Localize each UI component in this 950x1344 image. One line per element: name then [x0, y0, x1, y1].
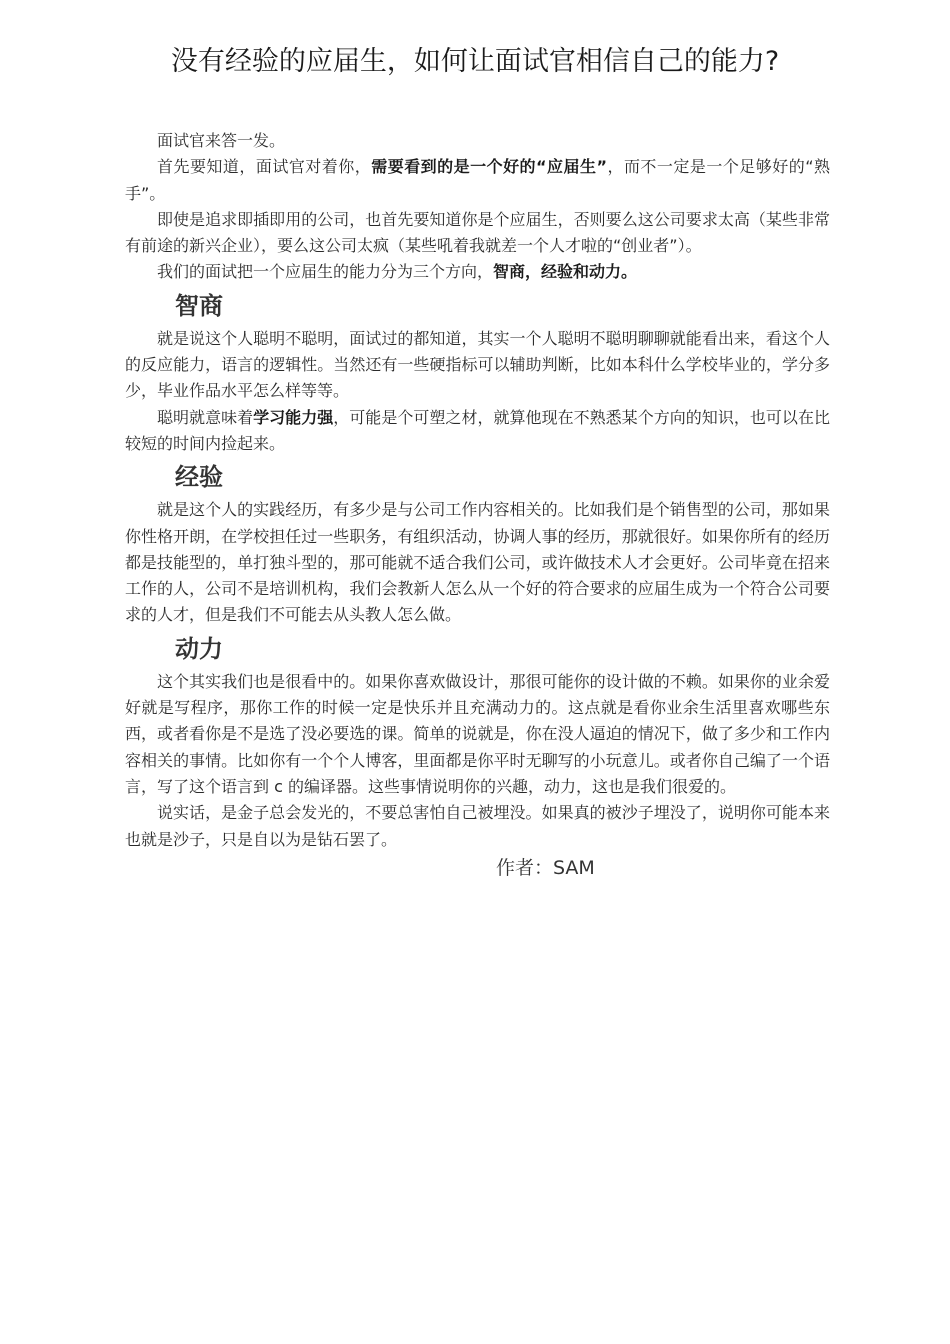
motivation-paragraph-1: 这个其实我们也是很看中的。如果你喜欢做设计，那很可能你的设计做的不赖。如果你的业余爱好就是写程序，那你工作的时候一定是快乐并且充满动力的。这点就是看你业余生活里喜欢哪些东西，或者看你是不是选了没必要选的课。简单的说就是，你在没人逼迫的情况下，做了多少和工作内容相关的事情。比如你有一个个人博客，里面都是你平时无聊写的小玩意儿。或者你自己编了一个语言，写了这个语言到 c 的编译器。这些事情说明你的兴趣，动力，这也是我们很爱的。 — [125, 671, 830, 796]
section-heading-iq: 智商 — [175, 291, 223, 320]
author-signature: 作者：SAM — [496, 856, 595, 879]
experience-paragraph-1: 就是这个人的实践经历，有多少是与公司工作内容相关的。比如我们是个销售型的公司，那如果你性格开朗，在学校担任过一些职务，有组织活动，协调人事的经历，那就很好。如果你所有的经历都是技能型的，单打独斗型的，那可能就不适合我们公司，或许做技术人才会更好。公司毕竟在招来工作的人，公司不是培训机构，我们会教新人怎么从一个好的符合要求的应届生成为一个符合公司要求的人才，但是我们不可能去从头教人怎么做。 — [125, 500, 830, 625]
iq-paragraph-2-text-b: ，可能是个可塑之材，就算他现在不熟悉某个方向的知识，也可以在比较短的时间内捡起来。 — [125, 407, 830, 453]
intro-paragraph-1: 面试官来答一发。 — [157, 131, 286, 150]
iq-paragraph-2 — [125, 405, 830, 458]
iq-paragraph-1: 就是说这个人聪明不聪明，面试过的都知道，其实一个人聪明不聪明聊聊就能看出来，看这个人的反应能力，语言的逻辑性。当然还有一些硬指标可以辅助判断，比如本科什么学校毕业的，学分多少，毕业作品水平怎么样等等。 — [125, 328, 830, 401]
intro-paragraph-4 — [125, 259, 830, 285]
intro-paragraph-4-emphasis: 智商，经验和动力。 — [493, 262, 638, 282]
intro-paragraph-2-text-a: 首先要知道，面试官对着你， — [157, 157, 372, 177]
intro-paragraph-2-emphasis: 需要看到的是一个好的“应届生” — [371, 157, 607, 177]
page-title: 没有经验的应届生，如何让面试官相信自己的能力? — [170, 46, 780, 77]
article-body — [125, 128, 830, 883]
iq-paragraph-2-emphasis: 学习能力强 — [253, 407, 334, 427]
intro-paragraph-4-text: 我们的面试把一个应届生的能力分为三个方向， — [157, 262, 494, 282]
section-heading-experience: 经验 — [175, 463, 223, 492]
motivation-paragraph-2: 说实话，是金子总会发光的，不要总害怕自己被埋没。如果真的被沙子埋没了，说明你可能本来也就是沙子，只是自以为是钻石罢了。 — [125, 803, 830, 849]
intro-paragraph-2-text-b: ，而不一定是一个足够好的“熟手”。 — [125, 157, 830, 203]
section-heading-motivation: 动力 — [175, 634, 223, 663]
iq-paragraph-2-text-a: 聪明就意味着 — [157, 407, 254, 427]
intro-paragraph-3: 即使是追求即插即用的公司，也首先要知道你是个应届生，否则要么这公司要求太高（某些非常有前途的新兴企业），要么这公司太疯（某些吼着我就差一个人才啦的“创业者”）。 — [125, 209, 830, 256]
intro-paragraph-2 — [125, 154, 830, 207]
